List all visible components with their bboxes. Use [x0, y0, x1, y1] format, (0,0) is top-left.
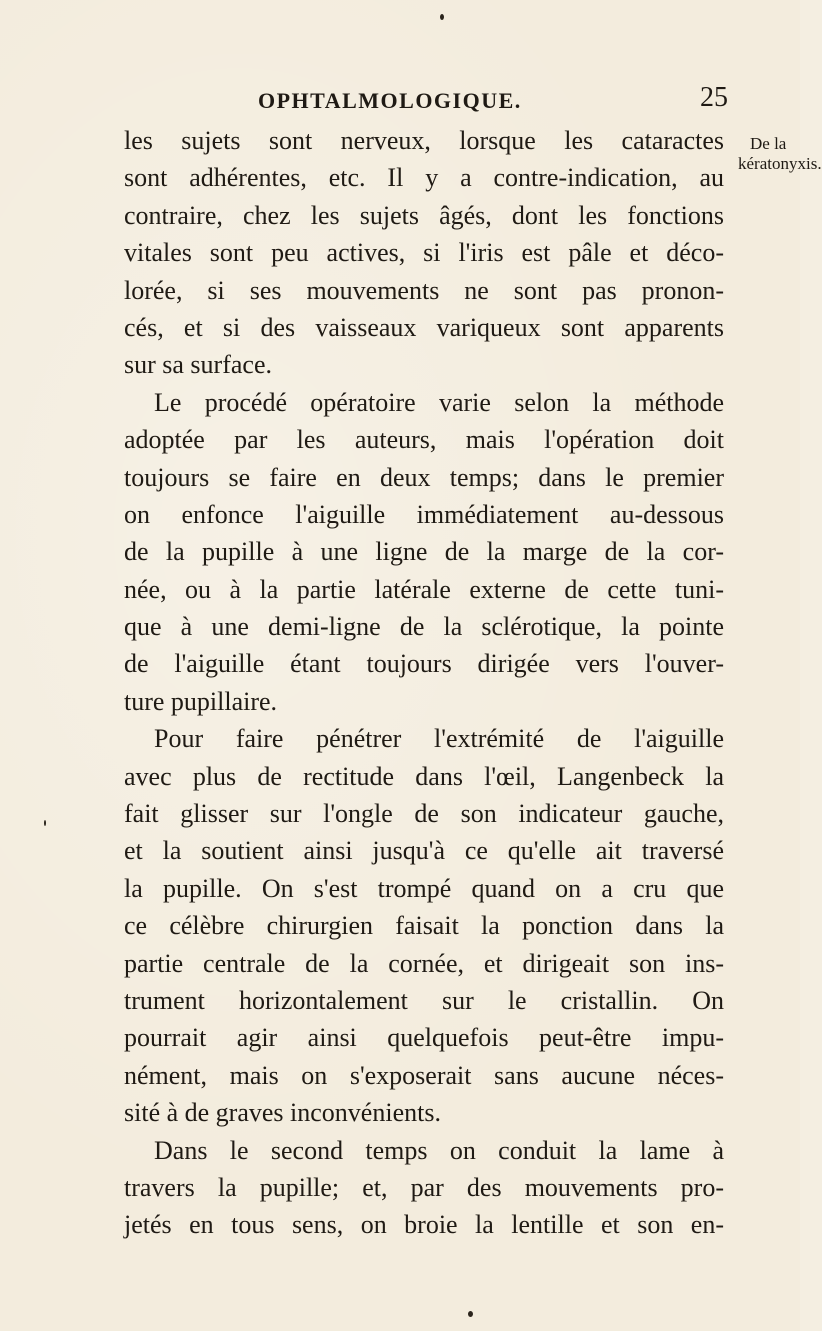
- text-line: lorée, si ses mouvements ne sont pas pronon-: [124, 275, 724, 305]
- text-line: que à une demi-ligne de la sclérotique, la pointe: [124, 612, 724, 642]
- text-line: sité à de graves inconvénients.: [124, 1098, 441, 1128]
- text-line: ture pupillaire.: [124, 686, 278, 716]
- margin-note-line: De la: [750, 134, 787, 153]
- text-line: pourrait agir ainsi quelquefois peut-être impu-: [124, 1023, 724, 1053]
- ink-speck: [44, 820, 46, 826]
- ink-speck: [468, 1311, 473, 1317]
- text-line: les sujets sont nerveux, lorsque les cataractes: [124, 126, 724, 155]
- text-line: fait glisser sur l'ongle de son indicateur gauche,: [124, 799, 724, 829]
- page-number: 25: [700, 82, 728, 113]
- margin-note-line: kératonyxis.: [738, 154, 822, 173]
- body-text: [124, 122, 724, 1244]
- text-line: sont adhérentes, etc. Il y a contre-indication, au: [124, 163, 724, 193]
- text-line: cés, et si des vaisseaux variqueux sont apparents: [124, 312, 724, 342]
- text-line: Dans le second temps on conduit la lame à: [154, 1135, 724, 1165]
- text-line: jetés en tous sens, on broie la lentille et son en-: [124, 1210, 724, 1240]
- text-line: Pour faire pénétrer l'extrémité de l'aiguille: [154, 724, 724, 754]
- text-line: on enfonce l'aiguille immédiatement au-dessous: [124, 499, 724, 529]
- page-header: [258, 82, 728, 124]
- text-line: toujours se faire en deux temps; dans le premier: [124, 462, 724, 492]
- ink-speck: [440, 14, 444, 20]
- text-line: avec plus de rectitude dans l'œil, Langenbeck la: [124, 761, 724, 791]
- text-line: de l'aiguille étant toujours dirigée vers l'ouver-: [124, 649, 724, 679]
- text-line: partie centrale de la cornée, et dirigeait son ins-: [124, 948, 724, 978]
- text-line: et la soutient ainsi jusqu'à ce qu'elle ait traversé: [124, 836, 724, 866]
- text-line: de la pupille à une ligne de la marge de la cor-: [124, 537, 724, 567]
- text-line: la pupille. On s'est trompé quand on a cru que: [124, 873, 724, 903]
- text-line: vitales sont peu actives, si l'iris est pâle et déco-: [124, 238, 724, 268]
- text-line: nément, mais on s'exposerait sans aucune néces-: [124, 1060, 724, 1090]
- text-line: trument horizontalement sur le cristallin. On: [124, 985, 724, 1015]
- text-line: sur sa surface.: [124, 350, 272, 380]
- text-line: née, ou à la partie latérale externe de cette tuni-: [124, 574, 724, 604]
- running-head: OPHTALMOLOGIQUE.: [258, 88, 522, 113]
- text-line: contraire, chez les sujets âgés, dont les fonctions: [124, 200, 724, 230]
- text-line: ce célèbre chirurgien faisait la ponction dans la: [124, 911, 724, 941]
- text-line: travers la pupille; et, par des mouvements pro-: [124, 1172, 724, 1202]
- text-line: Le procédé opératoire varie selon la méthode: [154, 387, 724, 417]
- text-line: adoptée par les auteurs, mais l'opération doit: [124, 425, 724, 455]
- margin-note: [738, 134, 822, 174]
